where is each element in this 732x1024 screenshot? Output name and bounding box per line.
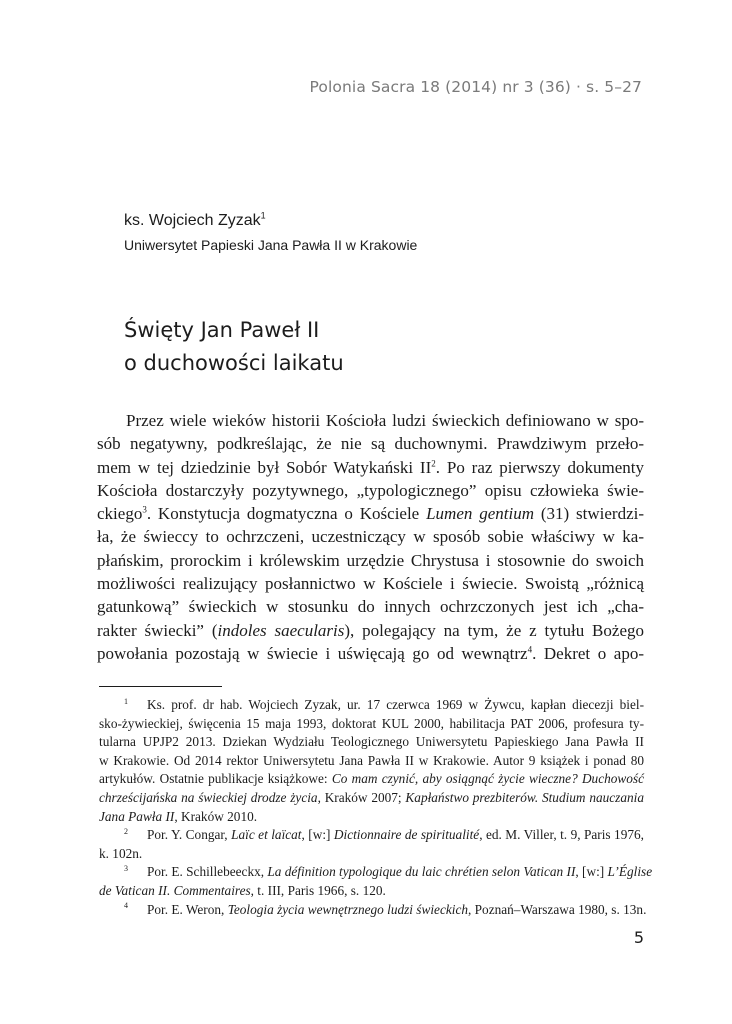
body-line: ckiego$^3$. Konstytucja dogmatyczna o Kościele Lumen gentium (31) stwierdzi- xyxy=(97,504,644,524)
body-line: mem w tej dziedzinie był Sobór Watykański $II^2$. Po raz pierwszy dokumenty xyxy=(97,457,644,477)
article-title xyxy=(124,314,344,380)
footnote-ref[interactable]: 4 xyxy=(527,644,533,655)
footnote-ref[interactable]: 1 xyxy=(260,210,266,221)
body-line: sób negatywny, podkreślając, że nie są duchownymi. Prawdziwym przeło- xyxy=(97,434,644,454)
journal-header: Polonia Sacra 18 (2014) nr 3 (36) · s. 5–27 xyxy=(309,78,642,96)
body-line: ła, że świeccy to ochrzczeni, uczestniczący w sposób sobie właściwy w ka- xyxy=(97,527,644,547)
footnote-2: 2 Por. Y. Congar, Laïc et laïcat, [w:] Dictionnaire de spiritualité, ed. M. Viller, t. 9, Paris 1976, k. 102n. xyxy=(99,826,644,861)
body-line: Przez wiele wieków historii Kościoła ludzi świeckich definiowano w spo- xyxy=(126,411,644,430)
footnote-1: 1 Ks. prof. dr hab. Wojciech Zyzak, ur. 17 czerwca 1969 w Żywcu, kapłan diecezji biel- sko-żywieckiej, święcenia 15 maja 1993, doktorat KUL 2000, habilitacja PAT 2006, profesura ty- tularna UPJP2 2013. Dziekan Wydziału Teologicznego Uniwersytetu Papieskiego Jana Pawła II w Krakowie. Od 2014 rektor Uniwersytetu Jana Pawła II w Krakowie. Autor 9 książek i ponad 80 artykułów. Ostatnie publikacje książkowe: Co mam czynić, aby osiągnąć życie wieczne? Duchowość chrześcijańska na świeckiej drodze życia, Kraków 2007; Kapłaństwo prezbiterów. Studium nauczania Jana Pawła II, Kraków 2010. xyxy=(99,696,644,824)
footnote-4: 4 Por. E. Weron, Teologia życia wewnętrznego ludzi świeckich, Poznań–Warszawa 1980, s. 13n. xyxy=(124,901,647,917)
body-paragraph xyxy=(97,409,644,665)
footnote-ref[interactable]: 3 xyxy=(142,504,147,515)
title-line-2: o duchowości laikatu xyxy=(124,351,344,375)
body-line: gatunkową” świeckich w stosunku do innych ochrzczonych jest ich „cha- xyxy=(97,597,644,617)
author-name: ks. Wojciech Zyzak$^1$ xyxy=(124,210,266,229)
author-block xyxy=(124,212,417,253)
body-line: płańskim, prorockim i królewskim urzędzie Chrystusa i stosownie do swoich xyxy=(97,550,644,570)
author-affiliation: Uniwersytet Papieski Jana Pawła II w Krakowie xyxy=(124,237,418,253)
body-line: możliwości realizujący posłannictwo w Kościele i świecie. Swoistą „różnicą xyxy=(97,574,644,594)
body-line: powołania pozostają w świecie i uświęcają go od wewnątrz$^4$. Dekret o apo- xyxy=(97,643,644,663)
body-line: Kościoła dostarczyły pozytywnego, „typologicznego” opisu człowieka świe- xyxy=(97,480,644,500)
footnote-3: 3 Por. E. Schillebeeckx, La définition typologique du laic chrétien selon Vatican II, [w:] L’Église de Vatican II. Commentaires, t. III, Paris 1966, s. 120. xyxy=(99,863,653,898)
page-number: 5 xyxy=(633,928,644,947)
footnotes xyxy=(99,696,653,919)
footnote-ref[interactable]: 2 xyxy=(431,457,436,468)
footnote-separator xyxy=(99,686,222,687)
body-line: rakter świecki” (indoles saecularis), polegający na tym, że z tytułu Bożego xyxy=(97,620,644,640)
title-line-1: Święty Jan Paweł II xyxy=(124,318,320,342)
